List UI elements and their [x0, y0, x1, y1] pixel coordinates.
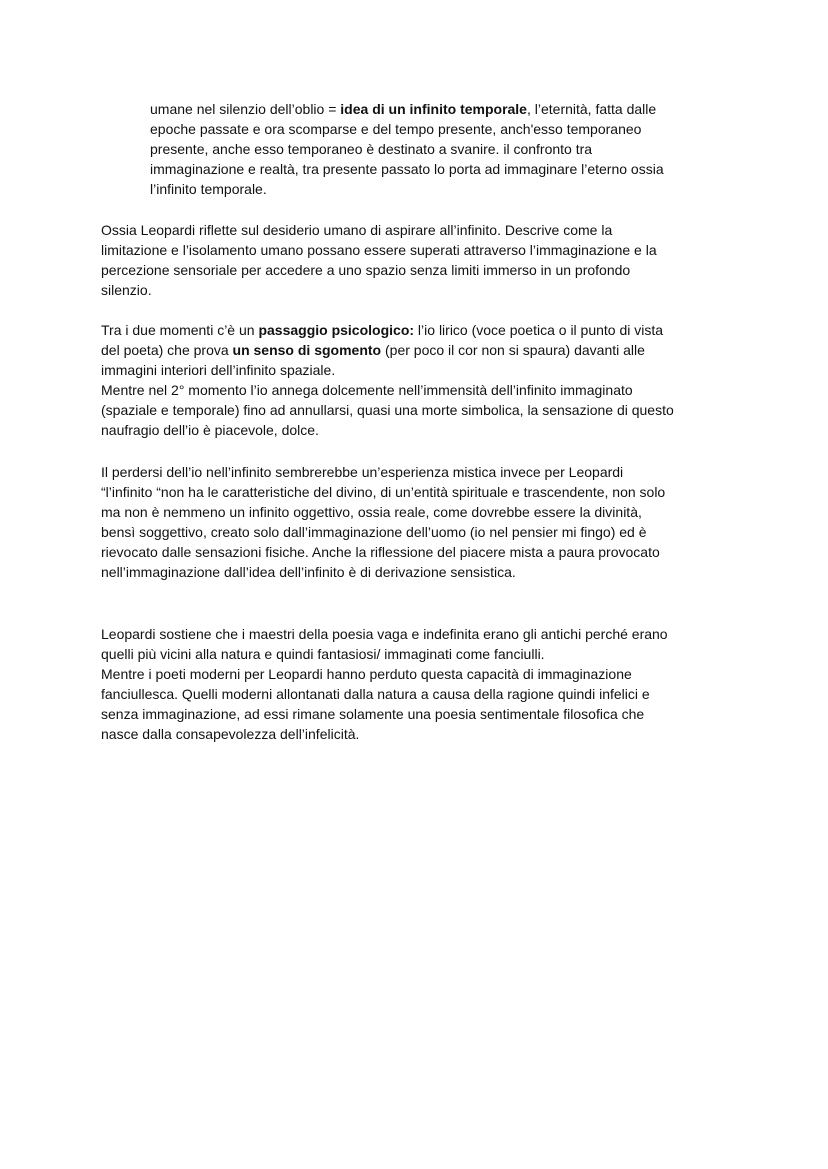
text-line: nell’immaginazione dall’idea dell’infinito è di derivazione sensistica. [101, 564, 516, 580]
paragraph-3 [101, 462, 665, 582]
text-line: Ossia Leopardi riflette sul desiderio umano di aspirare all’infinito. Descrive come la [101, 222, 613, 238]
text-line: epoche passate e ora scomparse e del tempo presente, anch'esso temporaneo [150, 121, 642, 137]
text-line: percezione sensoriale per accedere a uno spazio senza limiti immerso in un profondo [101, 262, 631, 278]
paragraph-1 [101, 220, 657, 300]
text-run: del poeta) che prova [101, 342, 233, 358]
text-line: limitazione e l’isolamento umano possano essere superati attraverso l’immaginazione e la [101, 242, 657, 258]
bold-phrase: passaggio psicologico: [258, 322, 415, 338]
text-line: Mentre i poeti moderni per Leopardi hanno perduto questa capacità di immaginazione [101, 666, 632, 682]
text-line: quelli più vicini alla natura e quindi fantasiosi/ immaginati come fanciulli. [101, 646, 545, 662]
text-run: l’io lirico (voce poetica o il punto di vista [414, 322, 664, 338]
text-line: rievocato dalle sensazioni fisiche. Anche la riflessione del piacere mista a paura provocato [101, 544, 660, 560]
text-line: fanciullesca. Quelli moderni allontanati dalla natura a causa della ragione quindi infelici e [101, 686, 650, 702]
text-run: , l’eternità, fatta dalle [526, 101, 657, 117]
text-line: bensì soggettivo, creato solo dall’immaginazione dell’uomo (io nel pensier mi fingo) ed è [101, 524, 647, 540]
paragraph-4 [101, 624, 668, 744]
text-run: Tra i due momenti c’è un [101, 322, 259, 338]
text-line: silenzio. [101, 282, 152, 298]
text-line: ma non è nemmeno un infinito oggettivo, ossia reale, come dovrebbe essere la divinità, [101, 504, 642, 520]
indented-paragraph [150, 99, 664, 199]
text-line [101, 340, 674, 360]
text-line: (spaziale e temporale) fino ad annullarsi, quasi una morte simbolica, la sensazione di questo [101, 402, 674, 418]
text-line: senza immaginazione, ad essi rimane solamente una poesia sentimentale filosofica che [101, 706, 645, 722]
bold-phrase: idea di un infinito temporale [340, 101, 527, 117]
text-line [150, 99, 664, 119]
text-run: (per poco il cor non si spaura) davanti alle [381, 342, 645, 358]
bold-phrase: un senso di sgomento [232, 342, 382, 358]
text-line: immaginazione e realtà, tra presente passato lo porta ad immaginare l’eterno ossia [150, 161, 664, 177]
text-line: Leopardi sostiene che i maestri della poesia vaga e indefinita erano gli antichi perché erano [101, 626, 668, 642]
paragraph-2 [101, 320, 674, 440]
text-line: naufragio dell’io è piacevole, dolce. [101, 422, 319, 438]
text-line: l’infinito temporale. [150, 181, 267, 197]
text-line: immagini interiori dell’infinito spaziale. [101, 362, 336, 378]
text-line [101, 320, 674, 340]
text-line: Il perdersi dell’io nell’infinito sembrerebbe un’esperienza mistica invece per Leopardi [101, 464, 624, 480]
text-line: Mentre nel 2° momento l’io annega dolcemente nell’immensità dell’infinito immaginato [101, 382, 633, 398]
text-run: umane nel silenzio dell’oblio = [150, 101, 341, 117]
text-line: nasce dalla consapevolezza dell’infelicità. [101, 726, 360, 742]
text-line: presente, anche esso temporaneo è destinato a svanire. il confronto tra [150, 141, 593, 157]
text-line: “l’infinito “non ha le caratteristiche del divino, di un’entità spirituale e trascendente, non solo [101, 484, 666, 500]
